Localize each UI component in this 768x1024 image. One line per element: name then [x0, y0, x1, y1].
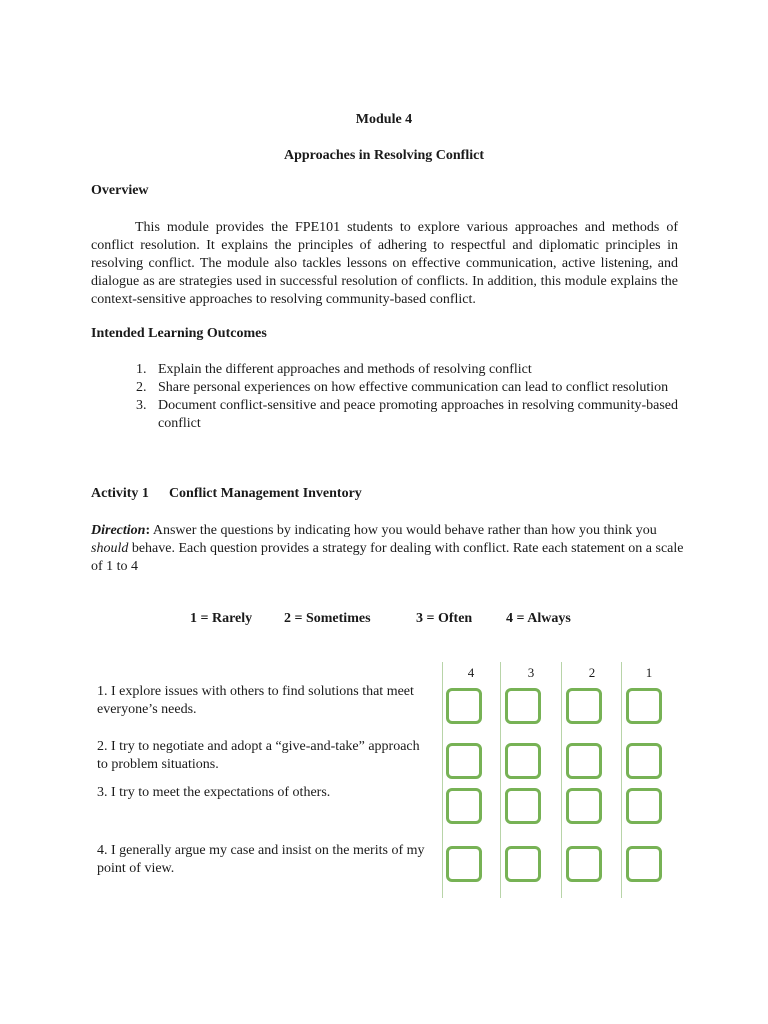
activity-label: Activity 1	[91, 486, 149, 501]
scale-sometimes: 2 = Sometimes	[284, 611, 371, 626]
scale-always: 4 = Always	[506, 611, 571, 626]
rating-box-q3-1[interactable]	[626, 788, 662, 824]
column-header-2: 2	[588, 665, 596, 680]
outcome-text: Document conflict-sensitive and peace promoting approaches in resolving community-based conflict	[158, 398, 678, 431]
overview-text: This module provides the FPE101 students to explore various approaches and methods of conflict resolution. It explains the principles of adhering to respectful and diplomatic principles in resolving conflict. The module also tackles lessons on effective communication, active listening, and dialogue as are strategies used in successful resolution of conflicts. In addition, this module explains the context-sensitive approaches to resolving community-based conflict.	[91, 220, 678, 307]
direction-paragraph	[91, 522, 691, 576]
outcome-item	[136, 379, 678, 397]
direction-text-a: Answer the questions by indicating how you would behave rather than how you think you	[150, 523, 657, 538]
outcome-item	[136, 397, 678, 433]
rating-box-q3-2[interactable]	[566, 788, 602, 824]
direction-colon: :	[145, 523, 151, 538]
rating-box-q2-1[interactable]	[626, 743, 662, 779]
rating-box-q1-4[interactable]	[446, 688, 482, 724]
outcome-text: Explain the different approaches and methods of resolving conflict	[158, 362, 532, 377]
rating-box-q1-3[interactable]	[505, 688, 541, 724]
direction-label: Direction	[91, 523, 146, 538]
activity-title: Conflict Management Inventory	[168, 486, 362, 501]
direction-text-b: behave. Each question provides a strategy for dealing with conflict. Rate each statement on a scale of 1 to 4	[91, 541, 684, 574]
learning-outcomes-heading: Intended Learning Outcomes	[91, 326, 267, 341]
rating-box-q3-3[interactable]	[505, 788, 541, 824]
question-2: 2. I try to negotiate and adopt a “give-and-take” approach to problem situations.	[97, 739, 420, 772]
column-header-3: 3	[527, 665, 535, 680]
outcome-number: 2.	[136, 380, 147, 395]
outcome-number: 3.	[136, 398, 147, 413]
overview-heading: Overview	[91, 183, 149, 198]
rating-box-q4-4[interactable]	[446, 846, 482, 882]
direction-emphasis: should	[91, 541, 129, 556]
column-header-4: 4	[467, 665, 475, 680]
question-4: 4. I generally argue my case and insist on the merits of my point of view.	[97, 843, 425, 876]
overview-paragraph	[91, 219, 678, 309]
rating-box-q1-2[interactable]	[566, 688, 602, 724]
module-subtitle: Approaches in Resolving Conflict	[283, 148, 485, 163]
grid-line	[561, 662, 562, 898]
grid-line	[621, 662, 622, 898]
rating-box-q2-4[interactable]	[446, 743, 482, 779]
outcome-text: Share personal experiences on how effective communication can lead to conflict resolution	[158, 380, 669, 395]
column-header-1: 1	[645, 665, 653, 680]
rating-box-q2-2[interactable]	[566, 743, 602, 779]
rating-box-q4-2[interactable]	[566, 846, 602, 882]
learning-outcomes-list	[136, 361, 678, 433]
outcome-item	[136, 361, 678, 379]
rating-box-q4-1[interactable]	[626, 846, 662, 882]
question-3: 3. I try to meet the expectations of others.	[97, 785, 331, 800]
question-1: 1. I explore issues with others to find solutions that meet everyone’s needs.	[97, 684, 414, 717]
scale-often: 3 = Often	[416, 611, 473, 626]
module-title: Module 4	[355, 112, 413, 127]
outcome-number: 1.	[136, 362, 147, 377]
rating-scale-legend	[0, 611, 768, 631]
rating-box-q2-3[interactable]	[505, 743, 541, 779]
grid-line	[442, 662, 443, 898]
scale-rarely: 1 = Rarely	[190, 611, 253, 626]
activity-heading	[91, 486, 362, 502]
grid-line	[500, 662, 501, 898]
rating-box-q1-1[interactable]	[626, 688, 662, 724]
rating-box-q4-3[interactable]	[505, 846, 541, 882]
rating-box-q3-4[interactable]	[446, 788, 482, 824]
